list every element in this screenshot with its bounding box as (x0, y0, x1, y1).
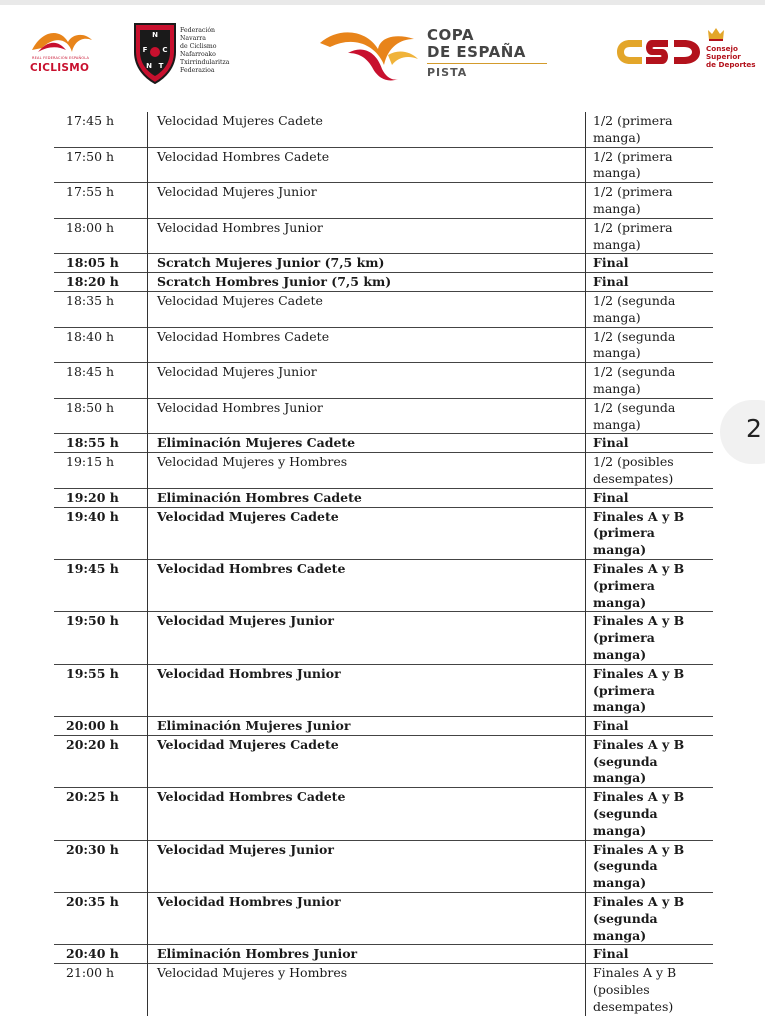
round-cell: Finales A y B (segunda manga) (586, 893, 714, 945)
round-cell: 1/2 (primera manga) (586, 218, 714, 254)
event-cell: Scratch Hombres Junior (7,5 km) (148, 273, 586, 292)
fnc-text-line: Navarra (180, 35, 206, 42)
fnc-text-line: Txirrindularitza (180, 59, 230, 66)
fnc-logo (132, 22, 244, 84)
event-cell: Velocidad Hombres Junior (148, 893, 586, 945)
event-cell: Velocidad Hombres Cadete (148, 147, 586, 183)
time-cell: 17:55 h (66, 184, 115, 200)
schedule-row (54, 717, 713, 736)
event-cell: Velocidad Mujeres Junior (148, 183, 586, 219)
event-cell: Velocidad Mujeres Junior (148, 840, 586, 892)
round-cell: Finales A y B (segunda manga) (586, 735, 714, 787)
event-cell: Eliminación Mujeres Junior (148, 717, 586, 736)
time-cell: 18:50 h (66, 399, 115, 415)
time-cell: 18:00 h (66, 219, 115, 235)
event-cell: Velocidad Mujeres y Hombres (148, 964, 586, 1016)
schedule-row (54, 735, 713, 787)
fnc-text (180, 27, 229, 75)
round-cell: Final (586, 717, 714, 736)
event-cell: Eliminación Hombres Cadete (148, 488, 586, 507)
time-cell: 17:50 h (66, 148, 115, 164)
round-cell: Final (586, 945, 714, 964)
event-cell: Velocidad Mujeres Cadete (148, 112, 586, 147)
schedule-row (54, 273, 713, 292)
time-cell: 19:20 h (66, 489, 119, 505)
round-cell: Finales A y B (primera manga) (586, 559, 714, 611)
time-cell: 20:40 h (66, 946, 119, 962)
copa-divider (427, 63, 547, 64)
round-cell: 1/2 (primera manga) (586, 183, 714, 219)
schedule-row (54, 612, 713, 664)
copa-swoosh-icon (318, 25, 424, 85)
round-cell: Finales A y B (posibles desempates) (586, 964, 714, 1016)
schedule-row (54, 945, 713, 964)
event-cell: Velocidad Hombres Cadete (148, 788, 586, 840)
copa-title (427, 27, 526, 61)
fnc-text-line: Nafarroako (180, 51, 216, 58)
time-cell: 20:25 h (66, 789, 119, 805)
event-cell: Velocidad Mujeres Junior (148, 363, 586, 399)
page-number: 2 (746, 414, 762, 443)
copa-title-line: DE ESPAÑA (427, 43, 526, 61)
time-cell: 18:55 h (66, 435, 119, 451)
time-cell: 18:05 h (66, 255, 119, 271)
csd-mark-icon (612, 26, 704, 78)
schedule-row (54, 507, 713, 559)
schedule-row (54, 183, 713, 219)
event-cell: Velocidad Mujeres Cadete (148, 291, 586, 327)
csd-text (706, 45, 756, 69)
time-cell: 18:35 h (66, 292, 115, 308)
event-cell: Velocidad Hombres Junior (148, 398, 586, 434)
csd-text-line: Superior (706, 52, 741, 61)
event-cell: Velocidad Mujeres Cadete (148, 735, 586, 787)
event-cell: Velocidad Mujeres Junior (148, 612, 586, 664)
rfec-name: CICLISMO (30, 62, 90, 74)
copa-espana-logo (318, 25, 550, 85)
round-cell: Final (586, 488, 714, 507)
time-cell: 20:35 h (66, 894, 119, 910)
copa-subtitle: PISTA (427, 66, 468, 79)
fnc-letter: C (162, 46, 168, 54)
event-cell: Scratch Mujeres Junior (7,5 km) (148, 254, 586, 273)
round-cell: Final (586, 434, 714, 453)
time-cell: 20:00 h (66, 718, 119, 734)
schedule-row (54, 664, 713, 716)
page-indicator[interactable] (720, 400, 765, 464)
time-cell: 21:00 h (66, 965, 115, 981)
time-cell: 20:30 h (66, 841, 119, 857)
time-cell: 18:20 h (66, 274, 119, 290)
round-cell: 1/2 (segunda manga) (586, 291, 714, 327)
event-cell: Velocidad Hombres Cadete (148, 327, 586, 363)
event-cell: Velocidad Hombres Junior (148, 218, 586, 254)
schedule-row (54, 453, 713, 489)
round-cell: 1/2 (primera manga) (586, 147, 714, 183)
round-cell: 1/2 (primera manga) (586, 112, 714, 147)
round-cell: 1/2 (segunda manga) (586, 398, 714, 434)
fnc-letter: N (152, 31, 158, 39)
time-cell: 19:55 h (66, 665, 119, 681)
event-cell: Velocidad Mujeres Cadete (148, 507, 586, 559)
time-cell: 19:50 h (66, 613, 119, 629)
csd-text-line: Consejo (706, 44, 738, 53)
rfec-logo (28, 28, 98, 76)
fnc-letter: N (146, 62, 152, 70)
schedule-row (54, 840, 713, 892)
schedule-row (54, 147, 713, 183)
schedule-row (54, 218, 713, 254)
copa-title-line: COPA (427, 26, 474, 44)
csd-logo (612, 26, 757, 78)
fnc-letter: F (142, 46, 148, 54)
schedule-row (54, 434, 713, 453)
schedule-row (54, 363, 713, 399)
round-cell: Finales A y B (segunda manga) (586, 840, 714, 892)
time-cell: 19:45 h (66, 560, 119, 576)
schedule-row (54, 112, 713, 147)
round-cell: Final (586, 254, 714, 273)
event-cell: Eliminación Mujeres Cadete (148, 434, 586, 453)
round-cell: Finales A y B (primera manga) (586, 664, 714, 716)
round-cell: 1/2 (segunda manga) (586, 363, 714, 399)
schedule-row (54, 788, 713, 840)
schedule-row (54, 327, 713, 363)
round-cell: Finales A y B (segunda manga) (586, 788, 714, 840)
schedule-row (54, 559, 713, 611)
fnc-text-line: Federazioa (180, 67, 215, 74)
schedule-row (54, 398, 713, 434)
event-cell: Velocidad Hombres Junior (148, 664, 586, 716)
round-cell: 1/2 (segunda manga) (586, 327, 714, 363)
top-status-strip (0, 0, 765, 5)
round-cell: 1/2 (posibles desempates) (586, 453, 714, 489)
rfec-small-text: REAL FEDERACIÓN ESPAÑOLA (32, 56, 90, 60)
schedule-row (54, 254, 713, 273)
round-cell: Finales A y B (primera manga) (586, 612, 714, 664)
time-cell: 18:40 h (66, 328, 115, 344)
fnc-letter: T (158, 62, 164, 70)
schedule-row (54, 291, 713, 327)
fnc-text-line: Federación (180, 27, 216, 34)
rfec-swoosh-icon (28, 28, 98, 58)
csd-text-line: de Deportes (706, 60, 756, 69)
round-cell: Finales A y B (primera manga) (586, 507, 714, 559)
schedule-row (54, 893, 713, 945)
schedule-body (54, 112, 713, 1016)
time-cell: 19:15 h (66, 454, 115, 470)
time-cell: 20:20 h (66, 736, 119, 752)
crown-icon (707, 26, 725, 42)
time-cell: 19:40 h (66, 508, 119, 524)
fnc-shield-icon (132, 22, 178, 84)
fnc-text-line: de Ciclismo (180, 43, 217, 50)
time-cell: 18:45 h (66, 364, 115, 380)
event-cell: Eliminación Hombres Junior (148, 945, 586, 964)
fnc-cyclist-icon (150, 47, 160, 57)
schedule-table (54, 112, 713, 1016)
schedule-row (54, 488, 713, 507)
event-cell: Velocidad Mujeres y Hombres (148, 453, 586, 489)
round-cell: Final (586, 273, 714, 292)
schedule-row (54, 964, 713, 1016)
event-cell: Velocidad Hombres Cadete (148, 559, 586, 611)
time-cell: 17:45 h (66, 113, 115, 128)
